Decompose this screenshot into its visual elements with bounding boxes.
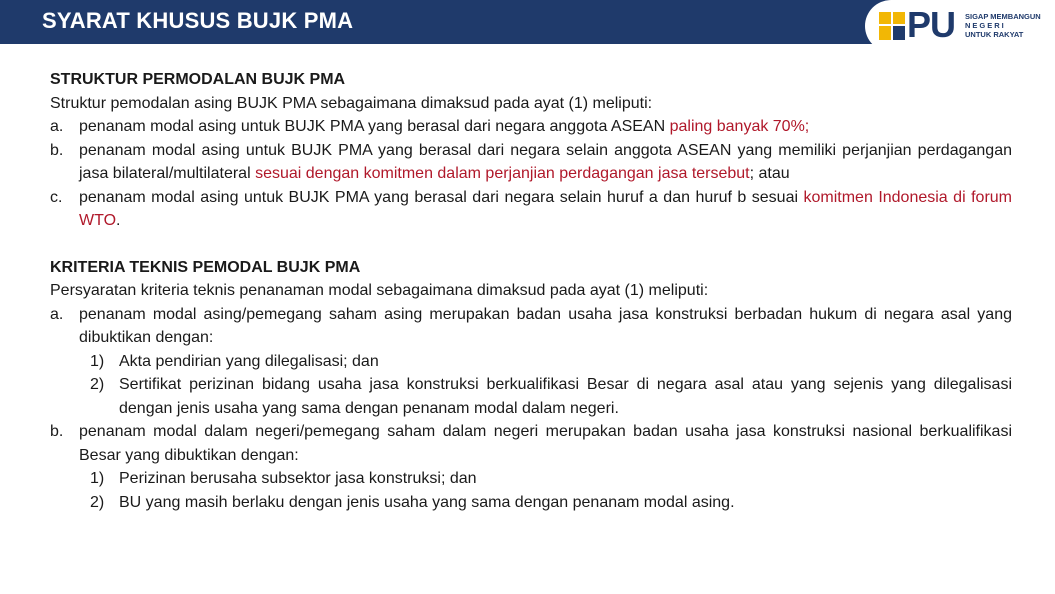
section-spacer: [50, 233, 1012, 256]
sub-list-item: [50, 373, 1012, 420]
sub-list-item: [50, 467, 1012, 491]
section-heading: KRITERIA TEKNIS PEMODAL BUJK PMA: [50, 258, 361, 276]
list-item: [50, 115, 1012, 139]
logo-tagline-line: UNTUK RAKYAT: [965, 30, 1024, 39]
slide-body: [50, 68, 1012, 514]
list-item-text: penanam modal asing/pemegang saham asing merupakan badan usaha jasa konstruksi berbadan hukum di negara asal yang dibuktikan dengan:: [79, 305, 1012, 346]
logo-tagline: [965, 12, 1053, 39]
list-marker: c.: [50, 188, 63, 206]
sub-list-marker: 2): [90, 376, 105, 393]
list-item-text: penanam modal asing untuk BUJK PMA yang berasal dari negara anggota ASEAN: [79, 118, 670, 135]
sub-list-item-text: Sertifikat perizinan bidang usaha jasa konstruksi berkualifikasi Besar di negara asal atau yang sejenis yang dilegalisasi dengan jenis usaha yang sama dengan penanam modal dalam negeri.: [119, 376, 1012, 417]
sub-list-item: [50, 491, 1012, 515]
list-item-text: penanam modal dalam negeri/pemegang saham dalam negeri merupakan badan usaha jasa konstruksi nasional berkualifikasi Besar yang dibuktikan dengan:: [79, 423, 1012, 464]
list-item: [50, 420, 1012, 467]
sub-list-marker: 2): [90, 493, 105, 511]
sub-list-item-text: Perizinan berusaha subsektor jasa konstruksi; dan: [119, 470, 477, 487]
sub-list-item: [50, 350, 1012, 374]
logo-tagline-line: SIGAP MEMBANGUN: [965, 12, 1041, 21]
list-marker: b.: [50, 423, 64, 440]
section-intro: Struktur pemodalan asing BUJK PMA sebagaimana dimaksud pada ayat (1) meliputi:: [50, 94, 653, 112]
list-marker: b.: [50, 141, 64, 159]
slide-title: SYARAT KHUSUS BUJK PMA: [42, 8, 354, 33]
sub-list-item-text: Akta pendirian yang dilegalisasi; dan: [119, 352, 379, 370]
sub-list-item-text: BU yang masih berlaku dengan jenis usaha yang sama dengan penanam modal asing.: [119, 493, 735, 511]
section-heading: STRUKTUR PERMODALAN BUJK PMA: [50, 71, 346, 88]
list-item-tail: ; atau: [749, 165, 790, 182]
sub-list-marker: 1): [90, 470, 105, 487]
list-item: [50, 139, 1012, 186]
logo-tagline-line: NEGERI: [965, 21, 1006, 30]
pu-emblem-icon: [879, 12, 905, 40]
section-intro: Persyaratan kriteria teknis penanaman modal sebagaimana dimaksud pada ayat (1) meliputi:: [50, 282, 709, 299]
highlight-text: sesuai dengan komitmen dalam perjanjian perdagangan jasa tersebut: [255, 165, 750, 182]
list-item-text: penanam modal asing untuk BUJK PMA yang berasal dari negara selain anggota ASEAN yang memiliki perjanjian perdagangan jasa bilateral/multilateral: [79, 141, 1012, 182]
list-item-text: penanam modal asing untuk BUJK PMA yang berasal dari negara selain huruf a dan huruf b sesuai: [79, 188, 804, 206]
list-marker: a.: [50, 118, 64, 135]
logo-text: PU: [907, 4, 956, 45]
list-item-tail: .: [116, 212, 121, 229]
highlight-text: paling banyak 70%;: [669, 118, 810, 135]
list-marker: a.: [50, 305, 64, 323]
pu-logo: [865, 0, 1055, 52]
list-item: [50, 186, 1012, 233]
sub-list-marker: 1): [90, 352, 105, 370]
highlight-text: komitmen Indonesia di forum WTO: [79, 188, 1012, 229]
list-item: [50, 303, 1012, 350]
